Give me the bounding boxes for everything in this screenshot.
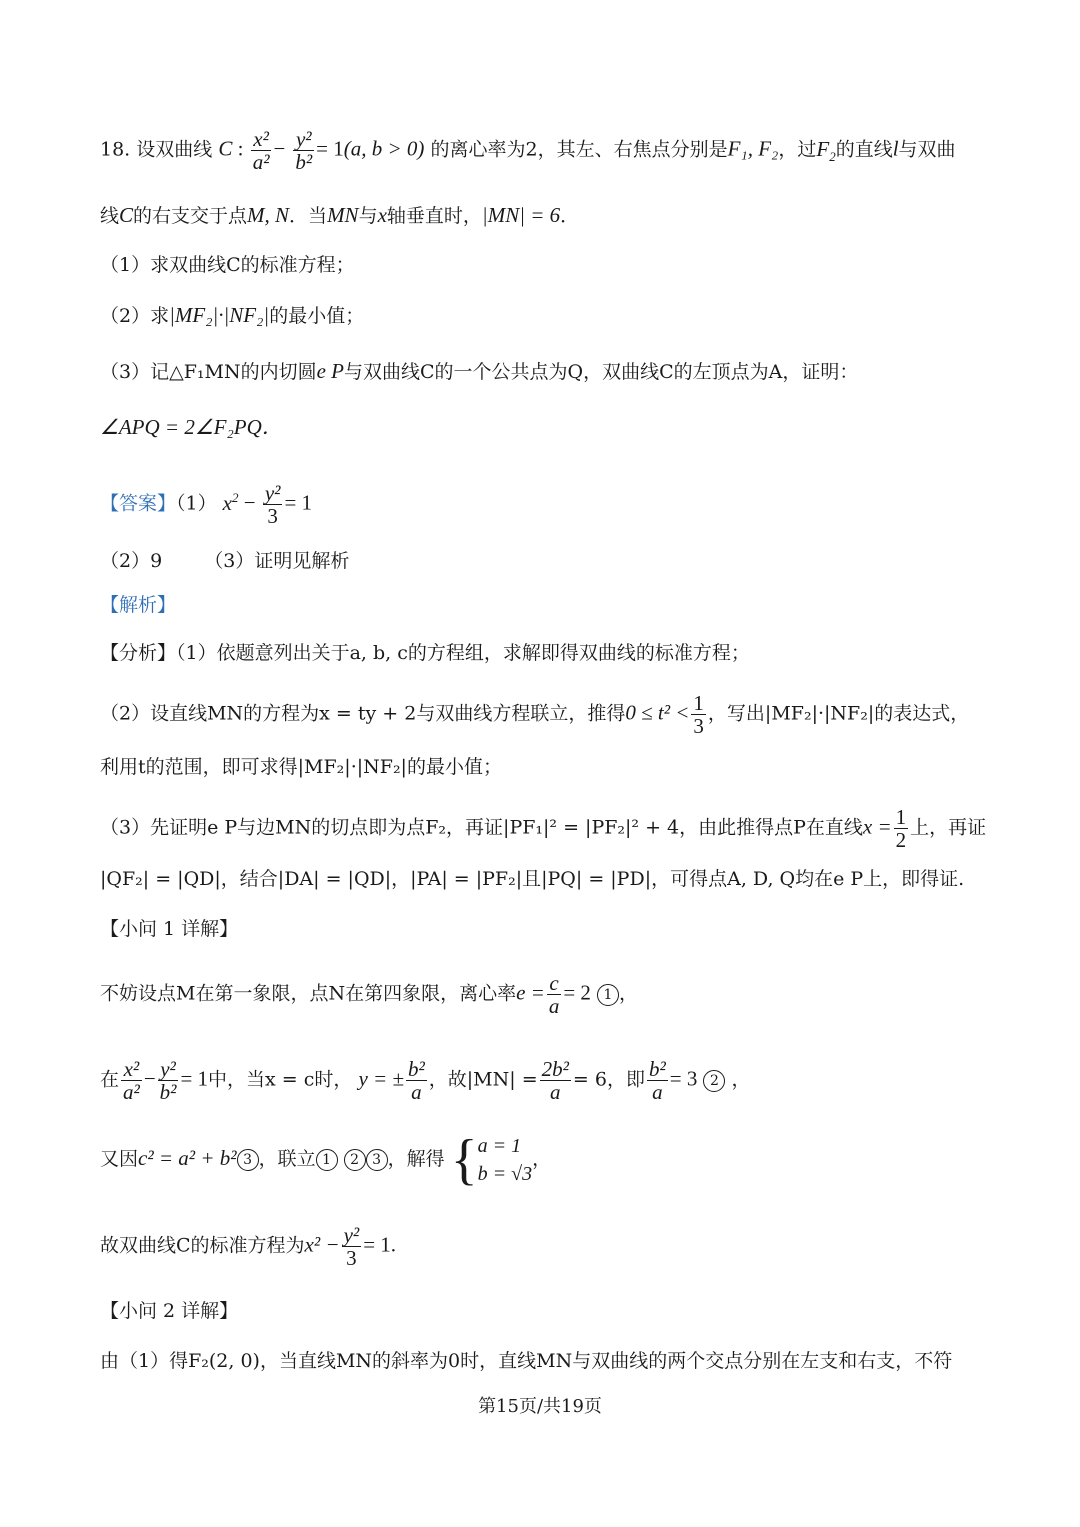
circled-2: 2 <box>703 1070 725 1092</box>
frac-y2-3: $\frac{\text{y²}}{3}$ <box>264 481 281 528</box>
sub1-line-3 <box>100 1129 980 1196</box>
problem-intro: 设双曲线 <box>136 138 213 161</box>
sub1-l3b: ，联立 <box>258 1148 316 1170</box>
q3-label: （3） <box>100 361 151 383</box>
q2-b: 的最小值； <box>269 305 365 327</box>
t-ineq: 0 ≤ t² < <box>625 700 690 725</box>
sub1-l3d: ， <box>532 1148 552 1170</box>
through-text: ，过 <box>778 138 817 161</box>
problem-line-1: 18. 设双曲线 C : $\frac{\text{x²}}{\text{a²}}$ − $\frac{\text{y²}}{\text{b²}}$ = 1(a, b > 0) 的离心率为2，其左、右焦点分别是F₁, F₂，过$F_2$的直线l与双曲 <box>100 127 956 174</box>
x-axis: x <box>377 203 387 227</box>
circled-3b: 3 <box>366 1149 388 1171</box>
line1-end: 与双曲 <box>898 138 956 161</box>
sub1-l2b: 中，当x = c时， <box>208 1068 353 1091</box>
equation-system: { a = 1 b = √3 <box>450 1129 533 1191</box>
answer-2: （2）9 <box>100 550 163 572</box>
line2-f: ． <box>560 205 580 227</box>
question-2 <box>100 300 980 331</box>
frac-y2-b2: $\frac{\text{y²}}{\text{b²}}$ <box>295 127 313 174</box>
sub1-line-1 <box>100 972 980 1020</box>
analysis-p4b: 上，再证 <box>910 816 987 839</box>
circle-p: e P <box>316 359 344 383</box>
analysis-p2a: （2）设直线MN的方程为x = ty + 2与双曲线方程联立，推得 <box>100 702 626 725</box>
question-1 <box>100 250 980 280</box>
sub1-l3a: 又因 <box>100 1148 139 1170</box>
eccentricity-e: e = <box>516 980 545 1005</box>
analysis-p2b: ，写出|MF₂|·|NF₂|的表达式， <box>707 702 970 725</box>
x2-minus: x² − <box>304 1232 340 1257</box>
sub1-l1a: 不妨设点M在第一象限，点N在第四象限，离心率 <box>100 982 517 1005</box>
analysis-tag <box>100 590 980 620</box>
sub2-line-1 <box>100 1346 980 1376</box>
analysis-p4a: （3）先证明e P与边MN的切点即为点F₂，再证|PF₁|² = |PF₂|² + 4，由此推得点P在直线 <box>100 816 863 839</box>
analysis-line-1 <box>100 638 980 668</box>
line2-b: 的右支交于点 <box>133 205 248 227</box>
circled-1: 1 <box>597 984 619 1006</box>
circled-3: 3 <box>237 1149 259 1171</box>
sub1-l2a: 在 <box>100 1068 120 1091</box>
sub1-l2f: ， <box>731 1068 751 1091</box>
frac-b2-a-2: $\frac{\text{b²}}{a}$ <box>648 1057 666 1104</box>
line-text: 的直线 <box>835 138 893 161</box>
sub1-tag-text: 【小问 1 详解】 <box>100 918 239 940</box>
q2-a: 求 <box>150 305 170 327</box>
analysis-line-2 <box>100 692 980 736</box>
points-mn: M, N <box>247 203 290 227</box>
line2-d: 与 <box>358 205 378 227</box>
foci: F₁, F₂ <box>727 136 779 161</box>
q3-a: 记△F₁MN的内切圆 <box>150 361 317 383</box>
frac-b2-a: $\frac{\text{b²}}{a}$ <box>407 1057 425 1104</box>
frac-2b2-a: $\frac{\text{2b²}}{a}$ <box>541 1057 569 1104</box>
q2-label: （2） <box>100 305 151 327</box>
q2-expr: |MF₂|·|NF₂| <box>169 303 270 327</box>
analysis-p3: 利用t的范围，即可求得|MF₂|·|NF₂|的最小值； <box>100 756 502 778</box>
frac-1-2: $\frac{1}{2}$ <box>895 805 907 852</box>
line2-c: ．当 <box>289 205 328 227</box>
c-eq: c² = a² + b² <box>138 1146 237 1170</box>
mn: MN <box>327 203 359 227</box>
curve-symbol: C <box>218 136 233 161</box>
answer-3: （3）证明见解析 <box>204 550 350 572</box>
sub2-l1: 由（1）得F₂(2, 0)，当直线MN的斜率为0时，直线MN与双曲线的两个交点分别在左支和右支，不符 <box>100 1350 953 1372</box>
sub1-l2d: = 6，即 <box>572 1068 645 1091</box>
frac-1-3: $\frac{1}{3}$ <box>693 691 704 738</box>
frac-c-a: $\frac{c}{a}$ <box>548 971 560 1018</box>
frac-y2-b2-b: $\frac{\text{y²}}{\text{b²}}$ <box>159 1057 177 1104</box>
problem-number: 18. <box>100 138 131 161</box>
page-footer: 第15页/共19页 <box>478 1396 602 1417</box>
q3-b: 与双曲线C的一个公共点为Q，双曲线C的左顶点为A，证明： <box>344 361 859 383</box>
sub1-l1b: ， <box>618 982 638 1005</box>
y-pm: y = ± <box>358 1066 404 1091</box>
fenxi-tag: 【分析】 <box>100 642 177 664</box>
frac-x2-a2: $\frac{\text{x²}}{\text{a²}}$ <box>252 127 270 174</box>
x-eq: x = <box>862 814 892 839</box>
analysis-line-5 <box>100 864 980 894</box>
line2-a: 线 <box>100 205 120 227</box>
q3-claim: ∠APQ = 2∠F₂PQ． <box>100 415 283 439</box>
question-3-claim <box>100 412 980 443</box>
answer-1-label: （1） <box>176 492 217 515</box>
sub2-tag <box>100 1296 980 1326</box>
frac-x2-a2-b: $\frac{\text{x²}}{\text{a²}}$ <box>123 1057 140 1104</box>
analysis-line-4 <box>100 805 987 852</box>
answer-line-2 <box>100 546 980 576</box>
analysis-p1: （1）依题意列出关于a, b, c的方程组，求解即得双曲线的标准方程； <box>176 642 750 664</box>
eq-1: = 1. <box>363 1232 397 1257</box>
sys-b: b = √3 <box>477 1163 533 1185</box>
curve-symbol-2: C <box>119 203 134 227</box>
sub1-l3c: ，解得 <box>387 1148 445 1170</box>
analysis-line-3 <box>100 752 980 782</box>
sub1-l4a: 故双曲线C的标准方程为 <box>100 1234 305 1257</box>
sub1-line-4 <box>100 1224 980 1272</box>
eq-2: = 2 <box>563 980 591 1005</box>
ab-condition: (a, b > 0) <box>343 136 425 161</box>
mn-length: |MN| = 6 <box>481 203 561 227</box>
problem-line-2 <box>100 200 980 231</box>
eccentricity-text: 的离心率为2，其左、右焦点分别是 <box>430 138 728 161</box>
eq-3: = 3 <box>669 1066 698 1091</box>
line-name: l <box>892 136 899 161</box>
answer-tag: 【答案】 <box>100 492 177 515</box>
sub1-line-2: 在 $\frac{\text{x²}}{\text{a²}}$ − $\frac{\text{y²}}{\text{b²}}$ = 1中，当x = c时， y = ± $\frac{\text{b²}}{a}$ ，故|MN| = $\frac{\text{2b²}}{a}$ = 6，即 $\frac{\text{b²}}{a}$ = 3 2 ， <box>100 1057 751 1104</box>
analysis-tag-text: 【解析】 <box>100 594 177 616</box>
answer-line-1: 【答案】（1） $x^2$ − $\frac{\text{y²}}{3}$ = 1 <box>100 481 313 528</box>
circled-2b: 2 <box>344 1149 366 1171</box>
question-3 <box>100 356 980 387</box>
sub1-tag <box>100 914 980 944</box>
q1-label: （1） <box>100 254 151 276</box>
q1-text: 求双曲线C的标准方程； <box>150 254 355 276</box>
sub1-l2c: ，故|MN| = <box>428 1068 538 1091</box>
sub2-tag-text: 【小问 2 详解】 <box>100 1300 239 1322</box>
line2-e: 轴垂直时， <box>386 205 482 227</box>
circled-1b: 1 <box>316 1149 338 1171</box>
frac-y2-3-b: $\frac{\text{y²}}{3}$ <box>343 1223 360 1270</box>
sys-a: a = 1 <box>477 1135 522 1157</box>
analysis-p5: |QF₂| = |QD|，结合|DA| = |QD|，|PA| = |PF₂|且|PQ| = |PD|，可得点A, D, Q均在e P上，即得证. <box>100 868 965 890</box>
